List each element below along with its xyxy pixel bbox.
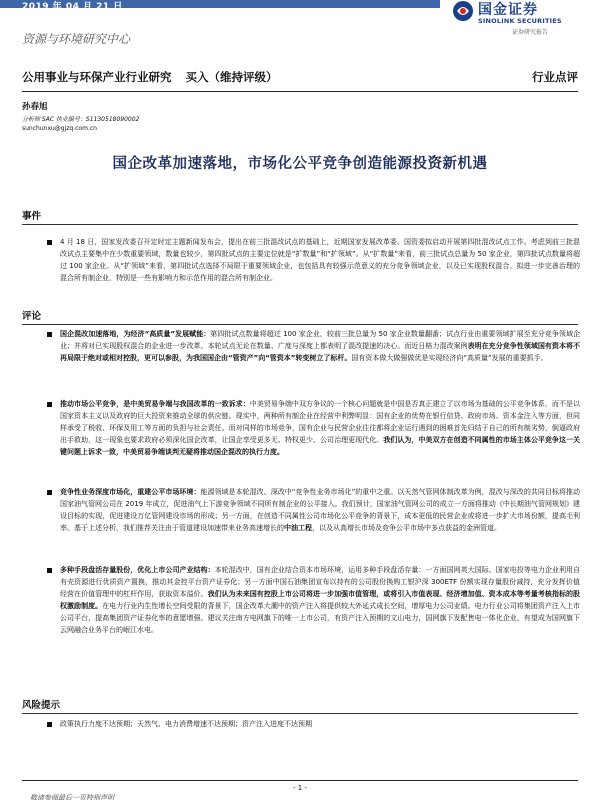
comment-paragraph-2	[60, 398, 580, 458]
section-comment-heading: 评论	[22, 308, 578, 325]
comment-3-text: 能源领域是本轮混改、深改中“竞争性业务市场化”的重中之重。以天然气管网体制改革为例，混改与深改的共同目标将推动国家油气管网公司在 2019 年成立，促进油气上下游竞争领域不同所有制企业的公平接入。我们预计，国家油气管网公司的成立一方面将推动《中长期油气管网规划》建设目标的实现，促进建设万亿管网建设市场的形成；另一方面，在创造不同属性公司市场化公平竞争的背景下，成本更低的民营企业或将进一步扩大市场份额，提高毛利率。基于上述分析，我们推荐关注由于管道建设加速带来业务高速增长的	[60, 488, 580, 532]
author-block	[22, 100, 139, 132]
author-email[interactable]: sunchunxu@gjzq.com.cn	[22, 125, 97, 132]
report-header	[22, 66, 578, 92]
comment-4-text: 本轮混改中，国有企业结合资本市场环境，运用多种手段盘活存量：一方面国网英大国际、国家电投等电力企业利用自有壳资源进行优质资产置换，推动其金控平台资产证券化；另一方面中国石油集团宣布以持有的公司股份换购工银沪深 300ETF 份额实现存量股份减持，充分发挥价值经营在价值管理中的杠杆作用，获取资本溢价。	[60, 566, 581, 598]
comment-4-end: 在电力行业内生性增长空间受限的背景下，国企改革大潮中的资产注入将提供较大外延式成长空间，增厚电力公司业绩。电力行业公司将集团资产注入上市公司平台，提高集团资产证券化率的意愿增强。建议关注南方电网旗下的唯一上市公司，有资产注入预期的文山电力，国网旗下发配售电一体化企业，有望成为国网旗下云网融合业务平台的岷江水电。	[60, 602, 581, 634]
comment-3-lead: 竞争性业务深度市场化，重建公平市场环境：	[60, 488, 201, 496]
logo-sub-text: 证券研究报告	[512, 29, 549, 36]
comment-2-lead: 推动市场公平竞争，是中美贸易争端与我国改革的一致诉求：	[60, 400, 250, 408]
logo-mark-icon	[452, 0, 474, 22]
industry-title: 公用事业与环保产业行业研究	[22, 70, 172, 84]
author-name: 孙春旭	[22, 102, 48, 112]
main-title: 国企改革加速落地，市场化公平竞争创造能源投资新机遇	[112, 155, 488, 172]
event-paragraph: 4 月 18 日，国家发改委召开定时定主题新闻发布会，提出在前三批混改试点的基础上，近期国家发展改革委、国资委拟启动开展第四批混改试点工作。考虑到前三批混改试点主要集中在少数重要领域，数量也较少，第四批试点的主要定位就是“扩数量”和“扩领域”。从“扩数量”来看，前三批试点总量为 50 家企业，第四批试点数量将超过 100 家企业。从“扩领域”来看，第四批试点选择不局限于重要领域企业，也包括具有较强示范意义的充分竞争领域企业，以及已实现股权混合、拟进一步完善治理的混合所有制企业，特别是一些有影响力和示范作用的混合所有制企业。	[60, 238, 580, 282]
bullet-icon	[47, 490, 52, 495]
comment-2-bold: 我们认为，中美双方在创造不同属性的市场主体公平竞争这一关键问题上诉求一致，中美贸易争端谈判无疑将推动国企混改的执行力度。	[60, 436, 581, 456]
page-number: - 1 -	[293, 784, 307, 792]
sinolink-logo	[452, 0, 592, 44]
rating-label: 买入（维持评级）	[185, 70, 278, 84]
section-event-heading: 事件	[22, 208, 578, 225]
bullet-icon	[47, 402, 52, 407]
logo-en-text: SINOLINK SECURITIES	[478, 17, 562, 25]
comment-2-text: 中美贸易争端中双方争议的一个核心问题就是中国是否真正建立了以市场为基础的公平竞争体系，而不是以国家资本主义以及政府的巨大投资来推动全球的供应链。现实中，两种所有制企业在经营中利弊明显：国有企业的优势在银行信贷、政府市场、资本金注入等方面，但同样承受了税收、环保及用工等方面的负担与社会责任。而对同样的市场竞争，国有企业与民营企业往往都将企业运行遇到的困难首先归结于自己的所有制劣势，倒逼政府出手救助，这一现象也要求政府必须深化国企改革，让国企享受更多无、特权更少、公司治理更现代化。	[60, 400, 581, 444]
comment-paragraph-1	[60, 328, 580, 364]
comment-1-text: 第四批试点数量将超过 100 家企业，较前三批总量为 50 家企业数量翻番；试点行业由重要领域扩展至充分竞争领域企业；并将对已实现股权混合的企业进一步改革。本轮试点无论在数量、广度与深度上都表明了混改提速的决心。而近日格力混改案例	[60, 330, 580, 350]
research-center-name: 资源与环境研究中心	[22, 32, 131, 46]
comment-3-bold: 中油工程	[284, 524, 312, 532]
bullet-icon	[47, 240, 52, 245]
bullet-icon	[47, 332, 52, 337]
comment-paragraph-4	[60, 564, 580, 636]
report-title	[22, 69, 278, 85]
report-date: 2019 年 04 月 21 日	[22, 2, 123, 12]
comment-3-end: ，以及从高增长市场及竞争公平市场中多点获益的金洲管道。	[312, 524, 501, 532]
comment-4-lead: 多种手段盘活存量股份，优化上市公司产业结构：	[60, 566, 215, 574]
footer-rule	[22, 780, 578, 781]
comment-1-bold: 表明在充分竞争性领域国有资本将不再局限于绝对或相对控股，更可以参股，为我国国企由“管资产”向“管资本”转变树立了标杆。	[60, 342, 581, 362]
footer-disclaimer[interactable]: 敬请参阅最后一页特别声明	[30, 794, 114, 800]
risk-paragraph: 政策执行力度不达预期；天然气、电力消费增速不达预期；资产注入进度不达预期	[60, 720, 312, 728]
bullet-icon	[47, 568, 52, 573]
report-type: 行业点评	[532, 70, 578, 84]
bullet-icon	[47, 722, 52, 727]
comment-4-bold: 我们认为未来国有控股上市公司将进一步加强市值管理，或将引入市值表现、经济增加值、资本成本等考量考核指标的股权激励制度。	[60, 590, 581, 610]
comment-1-end: 国有资本做大做强做优是实现经济向“高质量”发展的重要抓手。	[351, 354, 548, 362]
section-risk-heading: 风险提示	[22, 697, 578, 714]
comment-1-lead: 国企混改加速落地，为经济“高质量”发展赋能：	[60, 330, 211, 338]
comment-paragraph-3	[60, 486, 580, 534]
logo-cn-text: 国金证券	[478, 2, 538, 18]
author-cert: 分析师 SAC 执业编号：S1130518090002	[22, 116, 140, 123]
